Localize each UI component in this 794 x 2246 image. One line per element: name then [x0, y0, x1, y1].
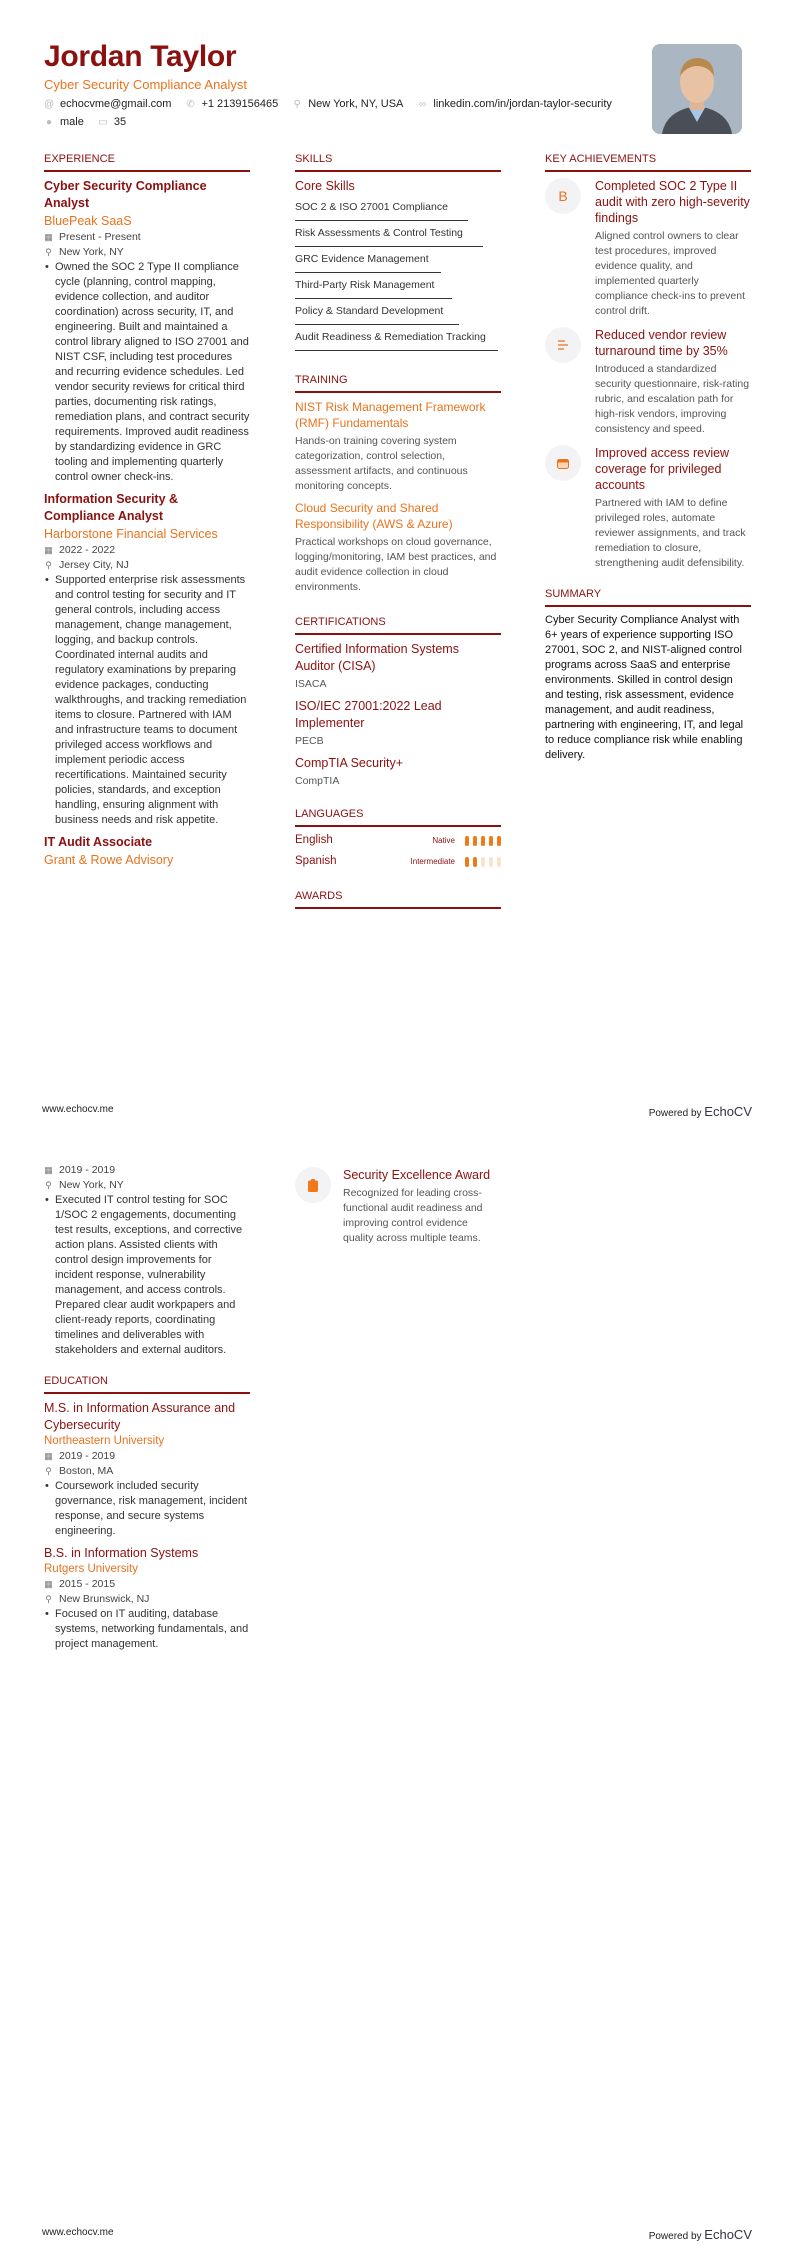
company-name: Harborstone Financial Services	[44, 527, 218, 541]
location-text: New Brunswick, NJ	[59, 1593, 150, 1605]
location-text: New York, NY	[59, 1179, 124, 1191]
location-icon: ⚲	[45, 560, 52, 570]
achievement-item	[545, 445, 751, 571]
candidate-name: Jordan Taylor	[44, 40, 237, 73]
level-dot-filled	[473, 836, 477, 846]
edu-location	[44, 1464, 250, 1479]
link-icon: ∞	[418, 98, 426, 110]
achievement-desc: Aligned control owners to clear test procedures, improved evidence quality, and implemented quarterly compliance check-ins to prevent control drift.	[595, 230, 745, 317]
skill-item: Policy & Standard Development	[295, 299, 459, 325]
phone-icon: ✆	[186, 98, 195, 110]
page-footer	[42, 1104, 752, 1119]
contact-value: +1 2139156465	[201, 98, 279, 110]
language-level: Intermediate	[410, 857, 455, 866]
location-icon: ⚲	[45, 1180, 52, 1190]
section-heading-experience: EXPERIENCE	[44, 152, 250, 172]
certification-entry	[295, 698, 501, 749]
experience-continued-column	[44, 1163, 250, 1658]
location-text: Jersey City, NJ	[59, 559, 129, 571]
dates-text: 2019 - 2019	[59, 1450, 116, 1462]
calendar-icon: ▭	[98, 116, 108, 128]
footer-site-link[interactable]: www.echocv.me	[42, 2227, 114, 2238]
brand-name: EchoCV	[704, 1104, 752, 1119]
calendar-icon: ▦	[44, 232, 53, 242]
section-heading-skills: SKILLS	[295, 152, 501, 172]
powered-by-text: Powered by	[648, 1108, 702, 1119]
dates-text: 2015 - 2015	[59, 1578, 116, 1590]
location-icon: ⚲	[45, 1466, 52, 1476]
certification-entry	[295, 641, 501, 692]
level-dot-empty	[489, 857, 493, 867]
edu-dates	[44, 1577, 250, 1592]
contact-value: New York, NY, USA	[308, 98, 404, 110]
training-entry	[295, 399, 501, 494]
achievement-title: Reduced vendor review turnaround time by 35%	[595, 328, 728, 358]
award-desc: Recognized for leading cross-functional audit readiness and improving control evidence quality across multiple teams.	[343, 1187, 483, 1244]
calendar-icon	[545, 445, 581, 481]
cert-issuer: PECB	[295, 735, 324, 747]
experience-entry	[44, 178, 250, 485]
section-heading-languages: LANGUAGES	[295, 807, 501, 827]
level-dot-empty	[481, 857, 485, 867]
section-heading-achievements: KEY ACHIEVEMENTS	[545, 152, 751, 172]
job-location	[44, 1178, 250, 1193]
footer-powered	[649, 1104, 752, 1119]
contact-list	[44, 97, 644, 129]
powered-by-text: Powered by	[648, 2231, 702, 2242]
job-location	[44, 558, 250, 573]
language-dots	[461, 836, 501, 846]
school: Rutgers University	[44, 1563, 138, 1575]
skill-item: Risk Assessments & Control Testing	[295, 221, 483, 247]
language-dots	[461, 857, 501, 867]
location-icon: ⚲	[45, 1594, 52, 1604]
footer-site-link[interactable]: www.echocv.me	[42, 1104, 114, 1115]
achievement-item	[545, 327, 751, 437]
cert-issuer: CompTIA	[295, 775, 340, 787]
job-role: Information Security & Compliance Analyst	[44, 492, 179, 523]
calendar-icon: ▦	[44, 1579, 53, 1589]
summary-text: Cyber Security Compliance Analyst with 6+ years of experience supporting ISO 27001, SOC 2, and NIST-aligned control programs across SaaS and enterprise environments. Skilled in control design and testing, risk assessment, evidence management, and audit readiness, partnering with engineering, IT, and legal to reduce compliance risk while enabling delivery.	[545, 614, 744, 761]
language-name: English	[295, 834, 333, 846]
language-level: Native	[432, 836, 455, 845]
level-dot-empty	[497, 857, 501, 867]
job-role: IT Audit Associate	[44, 835, 153, 849]
level-dot-filled	[473, 857, 477, 867]
contact-location	[292, 97, 403, 111]
language-level-wrap	[411, 854, 501, 869]
contact-email[interactable]	[44, 97, 171, 111]
contact-gender	[44, 115, 84, 129]
dates-text: 2019 - 2019	[59, 1164, 116, 1176]
skills-column	[295, 152, 501, 915]
edu-dates	[44, 1449, 250, 1464]
award-title: Security Excellence Award	[343, 1168, 491, 1182]
achievement-title: Improved access review coverage for privileged accounts	[595, 446, 730, 492]
section-heading-awards: AWARDS	[295, 889, 501, 909]
degree: B.S. in Information Systems	[44, 1546, 199, 1560]
b-letter-icon: B	[545, 178, 581, 214]
skill-item: Third-Party Risk Management	[295, 273, 452, 299]
training-desc: Hands-on training covering system categorization, control selection, assessment artifacts, and continuous monitoring concepts.	[295, 435, 468, 492]
dates-text: 2022 - 2022	[59, 544, 116, 556]
calendar-icon: ▦	[44, 545, 53, 555]
school: Northeastern University	[44, 1435, 165, 1447]
level-dot-filled	[489, 836, 493, 846]
contact-value: echocvme@gmail.com	[60, 98, 172, 110]
location-icon: ⚲	[45, 247, 52, 257]
certification-entry	[295, 755, 501, 789]
job-bullet: • Executed IT control testing for SOC 1/SOC 2 engagements, documenting test results, exceptions, and corrective action plans. Assisted clients with control design improvements for incident response, vulnerability management, and access controls. Prepared clear audit workpapers and client-ready reports, coordinating timelines and deliverables with stakeholders and external auditors.	[44, 1193, 250, 1358]
degree: M.S. in Information Assurance and Cybersecurity	[44, 1401, 236, 1432]
profile-photo	[652, 44, 742, 134]
location-text: New York, NY	[59, 246, 124, 258]
clipboard-icon	[295, 1167, 331, 1203]
edu-location	[44, 1592, 250, 1607]
education-entry	[44, 1400, 250, 1539]
job-location	[44, 245, 250, 260]
level-dot-filled	[481, 836, 485, 846]
experience-entry-continued	[44, 1163, 250, 1358]
cert-name: CompTIA Security+	[295, 756, 404, 770]
section-heading-training: TRAINING	[295, 373, 501, 393]
contact-age	[98, 115, 126, 129]
achievement-title: Completed SOC 2 Type II audit with zero high-severity findings	[595, 179, 750, 225]
skill-item: SOC 2 & ISO 27001 Compliance	[295, 195, 468, 221]
training-name: Cloud Security and Shared Responsibility (AWS & Azure)	[295, 501, 453, 531]
resume-page-2	[0, 1123, 794, 2246]
training-entry	[295, 500, 501, 595]
section-heading-certifications: CERTIFICATIONS	[295, 615, 501, 635]
language-row	[295, 833, 501, 848]
job-dates	[44, 1163, 250, 1178]
training-name: NIST Risk Management Framework (RMF) Fundamentals	[295, 400, 486, 430]
awards-column	[295, 1167, 501, 1254]
skill-item: Audit Readiness & Remediation Tracking	[295, 325, 498, 351]
section-heading-education: EDUCATION	[44, 1374, 250, 1394]
skills-list	[295, 195, 501, 351]
location-text: Boston, MA	[59, 1465, 114, 1477]
contact-value: 35	[113, 116, 127, 128]
training-desc: Practical workshops on cloud governance, logging/monitoring, IAM best practices, and audit evidence collection in cloud environments.	[295, 536, 497, 593]
edu-bullet: • Coursework included security governance, risk management, incident response, and secure systems engineering.	[44, 1479, 250, 1539]
job-role: Cyber Security Compliance Analyst	[44, 179, 207, 210]
language-row	[295, 854, 501, 869]
at-icon: @	[44, 98, 55, 110]
cert-name: ISO/IEC 27001:2022 Lead Implementer	[295, 699, 442, 730]
experience-column	[44, 152, 250, 914]
level-dot-filled	[497, 836, 501, 846]
language-level-wrap	[432, 833, 501, 848]
skill-item: GRC Evidence Management	[295, 247, 441, 273]
company-name: BluePeak SaaS	[44, 214, 132, 228]
contact-value: linkedin.com/in/jordan-taylor-security	[433, 98, 612, 110]
company-name: Grant & Rowe Advisory	[44, 853, 174, 867]
level-dot-filled	[465, 836, 469, 846]
level-dot-filled	[465, 857, 469, 867]
achievement-desc: Partnered with IAM to define privileged roles, automate reviewer assignments, and track remediation to closure, strengthening audit defensibility.	[595, 497, 746, 569]
footer-powered	[649, 2227, 752, 2242]
award-item	[295, 1167, 501, 1246]
contact-value: male	[60, 116, 84, 128]
edu-bullet: • Focused on IT auditing, database systems, networking fundamentals, and project management.	[44, 1607, 250, 1652]
cert-issuer: ISACA	[295, 678, 327, 690]
brand-name: EchoCV	[704, 2227, 752, 2242]
section-heading-summary: SUMMARY	[545, 587, 751, 607]
calendar-icon: ▦	[44, 1451, 53, 1461]
experience-entry	[44, 491, 250, 828]
job-dates	[44, 230, 250, 245]
job-dates	[44, 543, 250, 558]
candidate-title: Cyber Security Compliance Analyst	[44, 77, 248, 92]
skill-group-title: Core Skills	[295, 179, 355, 193]
align-left-icon	[545, 327, 581, 363]
experience-entry	[44, 834, 250, 869]
job-bullet: • Owned the SOC 2 Type II compliance cycle (planning, control mapping, evidence collection, and auditor coordination) across security, IT, and engineering. Built and maintained a control library aligned to ISO 27001 and NIST CSF, including test procedures and recurring evidence schedules. Led vendor security reviews for critical third parties, documenting risk ratings, remediation plans, and contract security requirements. Improved audit readiness by standardizing evidence in GRC tooling and implementing quarterly control owner check-ins.	[44, 260, 250, 485]
calendar-icon: ▦	[44, 1165, 53, 1175]
page-footer	[42, 2227, 752, 2242]
location-icon: ⚲	[293, 98, 301, 110]
cert-name: Certified Information Systems Auditor (CISA)	[295, 642, 459, 673]
contact-linkedin[interactable]	[417, 97, 612, 111]
dates-text: Present - Present	[59, 231, 141, 243]
language-name: Spanish	[295, 855, 337, 867]
achievement-desc: Introduced a standardized security questionnaire, risk-rating rubric, and escalation path for high-risk vendors, improving consistency and speed.	[595, 363, 750, 435]
education-entry	[44, 1545, 250, 1652]
achievements-column	[545, 152, 751, 763]
contact-phone[interactable]	[185, 97, 278, 111]
job-bullet: • Supported enterprise risk assessments and control testing for security and IT general controls, including access management, change management, logging, and backup controls. Coordinated internal audits and regulatory examinations by preparing evidence packages, conducting walkthroughs, and tracking remediation items to closure. Partnered with IAM and infrastructure teams to document privileged access workflows and implement periodic access recertifications. Maintained security policies, standards, and exception handling, ensuring alignment with business needs and risk appetite.	[44, 573, 250, 828]
achievement-item	[545, 178, 751, 319]
person-icon: ●	[45, 116, 53, 128]
